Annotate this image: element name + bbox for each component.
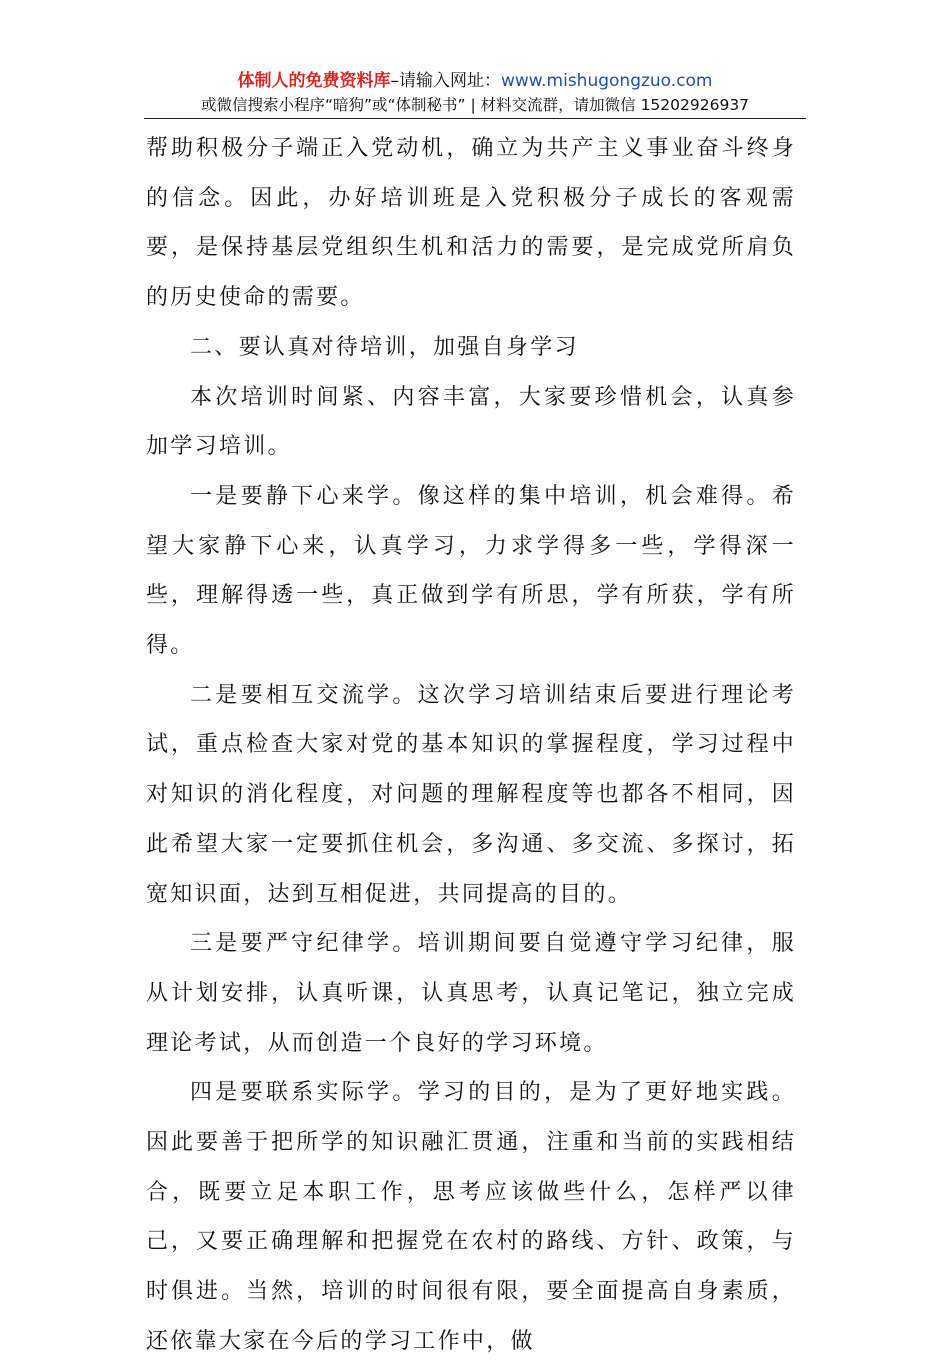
paragraph: 四是要联系实际学。学习的目的，是为了更好地实践。因此要善于把所学的知识融汇贯通，注重和当前的实践相结合，既要立足本职工作，思考应该做些什么，怎样严以律己，又要正确理解和把握党在农村的路线、方针、政策，与时俱进。当然，培训的时间很有限，要全面提高自身素质，还依靠大家在今后的学习工作中，做: [146, 1080, 796, 1354]
paragraph: 三是要严守纪律学。培训期间要自觉遵守学习纪律，服从计划安排，认真听课，认真思考，认真记笔记，独立完成理论考试，从而创造一个良好的学习环境。: [146, 931, 796, 1056]
paragraph: 本次培训时间紧、内容丰富，大家要珍惜机会，认真参加学习培训。: [146, 384, 796, 460]
paragraph-continuation: 帮助积极分子端正入党动机，确立为共产主义事业奋斗终身的信念。因此，办好培训班是入党积极分子成长的客观需要，是保持基层党组织生机和活力的需要，是完成党所肩负的历史使命的需要。: [146, 136, 796, 311]
header-line-1: [144, 68, 806, 94]
page-header: [144, 68, 806, 116]
paragraph: 二是要相互交流学。这次学习培训结束后要进行理论考试，重点检查大家对党的基本知识的掌握程度，学习过程中对知识的消化程度，对问题的理解程度等也都各不相同，因此希望大家一定要抓住机会，多沟通、多交流、多探讨，拓宽知识面，达到互相促进，共同提高的目的。: [146, 682, 796, 907]
header-url-link[interactable]: www.mishugongzuo.com: [500, 71, 713, 91]
header-separator: –请输入网址：: [390, 71, 501, 91]
section-heading: 二、要认真对待培训，加强自身学习: [190, 334, 579, 360]
header-line-2: 或微信搜索小程序“暗狗”或“体制秘书” | 材料交流群，请加微信 15202926937: [200, 96, 750, 114]
document-body: [146, 124, 796, 1367]
header-brand: 体制人的免费资料库: [237, 71, 391, 91]
header-divider: [144, 118, 806, 119]
paragraph: 一是要静下心来学。像这样的集中培训，机会难得。希望大家静下心来，认真学习，力求学得多一些，学得深一些，理解得透一些，真正做到学有所思，学有所获，学有所得。: [146, 483, 796, 659]
